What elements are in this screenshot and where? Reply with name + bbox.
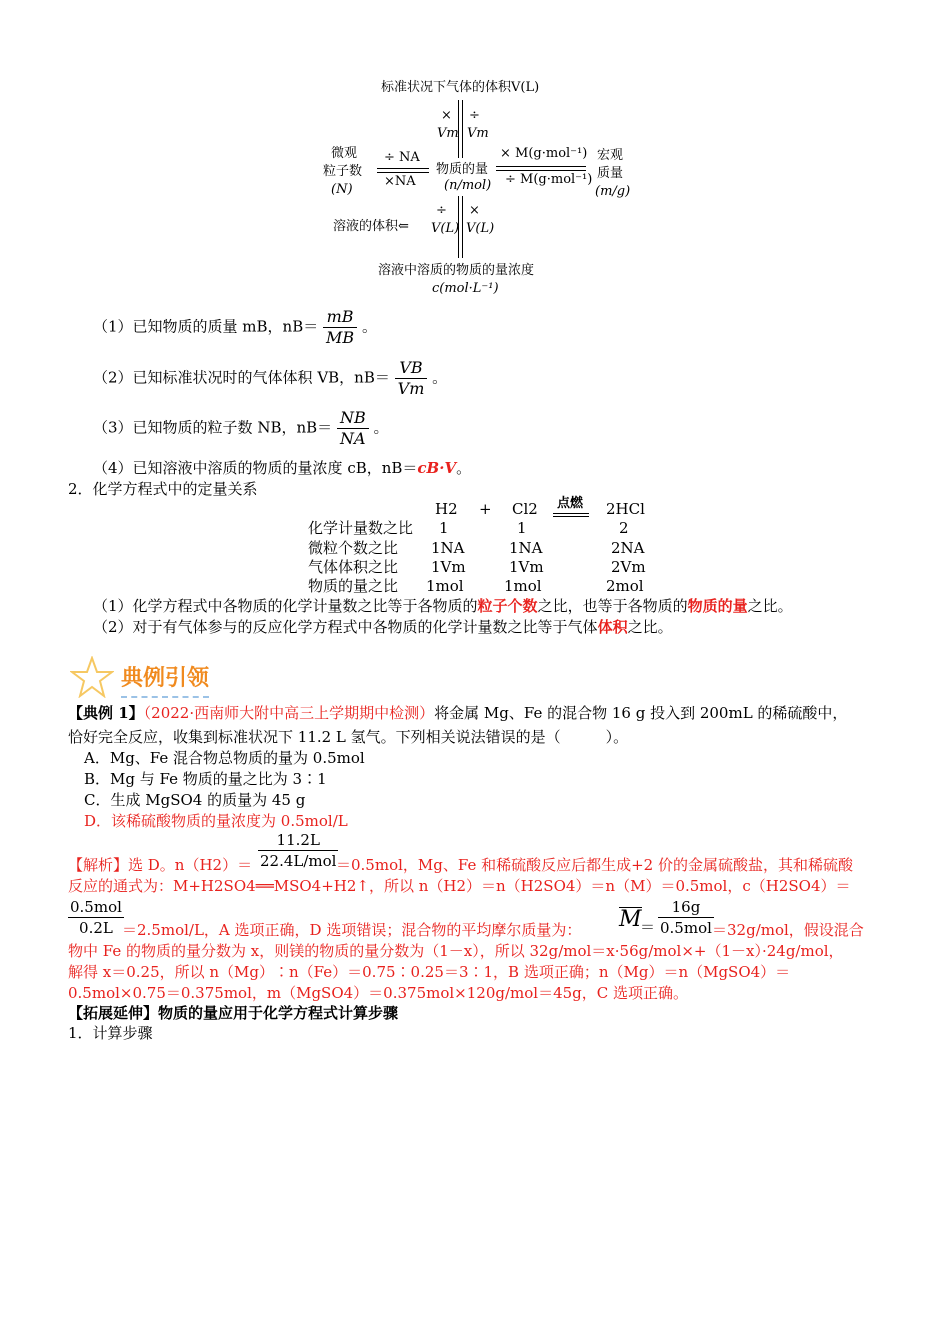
fraction-denominator: MB bbox=[326, 328, 355, 347]
bot-right-op: × bbox=[469, 203, 480, 218]
formula-row-3 bbox=[93, 408, 389, 449]
formula-prefix: （4）已知溶液中溶质的物质的量浓度 cB，nB＝ bbox=[93, 459, 418, 477]
formula-prefix: （2）已知标准状况时的气体体积 VB，nB＝ bbox=[93, 368, 390, 387]
fraction-numerator: VB bbox=[395, 358, 428, 379]
solution-volume-label: 溶液的体积⇐ bbox=[333, 219, 409, 234]
mean-molar-mass-symbol: M bbox=[619, 907, 642, 932]
eq-row-label: 微粒个数之比 bbox=[308, 539, 399, 557]
eq-hcl: 2HCl bbox=[606, 500, 645, 518]
left-label-1: 微观 bbox=[331, 146, 358, 161]
fraction-numerator: 16g bbox=[658, 897, 714, 918]
center-label-1: 物质的量 bbox=[436, 162, 489, 177]
formula-suffix: 。 bbox=[373, 418, 389, 437]
eq-row-b: 1mol bbox=[504, 577, 542, 595]
left-arrow-right bbox=[377, 168, 429, 169]
option-d: D．该稀硫酸物质的量浓度为 0.5mol/L bbox=[84, 812, 348, 830]
formula-answer: cB·V bbox=[417, 459, 457, 477]
fraction-denominator: 22.4L/mol bbox=[260, 852, 337, 870]
eq-row-c: 2mol bbox=[606, 577, 644, 595]
fraction-denominator: 0.2L bbox=[79, 919, 113, 937]
note-text: （1）化学方程式中各物质的化学计量数之比等于各物质的 bbox=[93, 597, 478, 615]
diagram-top-label: 标准状况下气体的体积V(L) bbox=[381, 80, 540, 95]
analysis-frac2 bbox=[68, 897, 124, 938]
eq-row-b: 1 bbox=[517, 519, 527, 537]
analysis-line-3a: ＝2.5mol/L，A 选项正确，D 选项错误；混合物的平均摩尔质量为： bbox=[122, 921, 582, 939]
formula-suffix: 。 bbox=[361, 317, 377, 336]
fraction bbox=[68, 897, 124, 938]
center-label-2: (n/mol) bbox=[444, 178, 492, 193]
star-icon bbox=[70, 656, 114, 702]
right-op-top: × M(g·mol⁻¹) bbox=[500, 146, 588, 161]
section-title: 典例引领 bbox=[121, 661, 209, 698]
eq-row-c: 2 bbox=[619, 519, 629, 537]
analysis-line-3b: ＝32g/mol，假设混合 bbox=[712, 921, 864, 939]
left-op-top: ÷ NA bbox=[384, 150, 420, 165]
eq-h2: H2 bbox=[435, 500, 458, 518]
eq-row-a: 1NA bbox=[431, 539, 465, 557]
formula-prefix: （1）已知物质的质量 mB，nB＝ bbox=[93, 317, 319, 336]
right-label-3: (m/g) bbox=[595, 184, 631, 199]
note-2 bbox=[93, 617, 673, 637]
eq-row-b: 1NA bbox=[509, 539, 543, 557]
eq-row-c: 2NA bbox=[611, 539, 645, 557]
option-b: B．Mg 与 Fe 物质的量之比为 3∶1 bbox=[84, 770, 327, 788]
formula-fraction bbox=[323, 307, 357, 348]
analysis-line-4: 物中 Fe 的物质的量分数为 x，则镁的物质的量分数为（1－x），所以 32g/mol＝x·56g/mol×+（1－x）·24g/mol， bbox=[68, 942, 844, 960]
formula-row-1 bbox=[93, 307, 377, 348]
formula-row-4 bbox=[93, 458, 471, 478]
eq-row-b: 1Vm bbox=[509, 558, 544, 576]
right-label-1: 宏观 bbox=[597, 148, 624, 163]
example-tag: 【典例 1】 bbox=[68, 704, 144, 722]
bot-right-var: V(L) bbox=[466, 221, 495, 236]
top-left-var: Vm bbox=[437, 126, 459, 141]
eq-row-label: 物质的量之比 bbox=[308, 577, 399, 595]
eq-plus: + bbox=[479, 500, 492, 518]
top-left-op: × bbox=[441, 108, 452, 123]
note-answer: 粒子个数 bbox=[477, 597, 538, 615]
right-label-2: 质量 bbox=[597, 166, 624, 181]
eq-cl2: Cl2 bbox=[512, 500, 538, 518]
fraction-numerator: 11.2L bbox=[258, 830, 338, 851]
analysis-line-1b: ＝0.5mol，Mg、Fe 和稀硫酸反应后都生成+2 价的金属硫酸盐，其和稀硫酸 bbox=[336, 856, 853, 874]
note-answer: 物质的量 bbox=[687, 597, 748, 615]
analysis-line-5: 解得 x＝0.25，所以 n（Mg）∶n（Fe）＝0.75∶0.25＝3∶1，B 选项正确；n（Mg）＝n（MgSO4）＝ bbox=[68, 963, 791, 981]
eq-row-a: 1Vm bbox=[431, 558, 466, 576]
eq-row-label: 气体体积之比 bbox=[308, 558, 399, 576]
analysis-frac3 bbox=[658, 897, 714, 938]
note-answer: 体积 bbox=[597, 618, 628, 636]
top-right-var: Vm bbox=[467, 126, 489, 141]
eq-row-a: 1 bbox=[439, 519, 449, 537]
arrow-up-top bbox=[462, 100, 463, 158]
equals-sign: ＝ bbox=[640, 918, 656, 936]
eq-row-c: 2Vm bbox=[611, 558, 646, 576]
extension-item-1: 1．计算步骤 bbox=[68, 1024, 153, 1042]
left-label-2: 粒子数 bbox=[323, 164, 363, 179]
note-text: 之比。 bbox=[747, 597, 793, 615]
option-c: C．生成 MgSO4 的质量为 45 g bbox=[84, 791, 306, 809]
analysis-line-1a: 【解析】选 D。n（H2）＝ bbox=[68, 856, 253, 874]
note-text: 之比。 bbox=[627, 618, 673, 636]
bottom-label-2: c(mol·L⁻¹) bbox=[432, 281, 499, 296]
note-text: （2）对于有气体参与的反应化学方程式中各物质的化学计量数之比等于气体 bbox=[93, 618, 598, 636]
eq-row-label: 化学计量数之比 bbox=[308, 519, 414, 537]
formula-suffix: 。 bbox=[456, 459, 472, 477]
analysis-line-6: 0.5mol×0.75＝0.375mol，m（MgSO4）＝0.375mol×120g/mol＝45g，C 选项正确。 bbox=[68, 984, 689, 1002]
right-arrow-right bbox=[496, 166, 586, 167]
note-text: 之比，也等于各物质的 bbox=[537, 597, 688, 615]
formula-fraction bbox=[395, 358, 428, 399]
bottom-label-1: 溶液中溶质的物质的量浓度 bbox=[378, 263, 535, 278]
left-arrow-left bbox=[377, 172, 429, 173]
bot-left-var: V(L) bbox=[431, 221, 460, 236]
fraction-numerator: mB bbox=[323, 307, 357, 328]
top-right-op: ÷ bbox=[469, 108, 480, 123]
eq-double-line-top bbox=[553, 513, 589, 514]
formula-row-2 bbox=[93, 358, 447, 399]
fraction-denominator: 0.5mol bbox=[660, 919, 712, 937]
left-label-3: (N) bbox=[331, 182, 353, 197]
example-line-2: 恰好完全反应，收集到标准状况下 11.2 L 氢气。下列相关说法错误的是（ ）。 bbox=[68, 728, 629, 746]
arrow-up-bot bbox=[462, 196, 463, 258]
example-text: 将金属 Mg、Fe 的混合物 16 g 投入到 200mL 的稀硫酸中， bbox=[434, 704, 848, 722]
eq-double-line-bot bbox=[553, 516, 589, 517]
analysis-frac1 bbox=[258, 830, 338, 871]
example-line-1 bbox=[68, 703, 847, 723]
fraction bbox=[658, 897, 714, 938]
formula-suffix: 。 bbox=[432, 368, 448, 387]
note-1 bbox=[93, 596, 793, 616]
fraction-numerator: NB bbox=[337, 408, 369, 429]
formula-prefix: （3）已知物质的粒子数 NB，nB＝ bbox=[93, 418, 333, 437]
extension-title: 【拓展延伸】物质的量应用于化学方程式计算步骤 bbox=[68, 1004, 399, 1022]
bot-left-op: ÷ bbox=[436, 203, 447, 218]
eq-condition: 点燃 bbox=[557, 496, 584, 511]
example-source: （2022·西南师大附中高三上学期期中检测） bbox=[143, 704, 435, 722]
formula-fraction bbox=[337, 408, 369, 449]
fraction bbox=[258, 830, 338, 871]
fraction-denominator: Vm bbox=[397, 379, 425, 398]
left-op-bot: ×NA bbox=[384, 174, 416, 189]
eq-row-a: 1mol bbox=[426, 577, 464, 595]
option-a: A．Mg、Fe 混合物总物质的量为 0.5mol bbox=[84, 749, 365, 767]
right-op-bot: ÷ M(g·mol⁻¹) bbox=[505, 172, 593, 187]
fraction-denominator: NA bbox=[340, 429, 366, 448]
section-2-title: 2．化学方程式中的定量关系 bbox=[68, 480, 258, 498]
analysis-line-2: 反应的通式为：M+H2SO4══MSO4+H2↑，所以 n（H2）＝n（H2SO4）＝n（M）＝0.5mol，c（H2SO4）＝ bbox=[68, 877, 851, 895]
fraction-numerator: 0.5mol bbox=[70, 898, 122, 916]
right-arrow-left bbox=[496, 170, 586, 171]
